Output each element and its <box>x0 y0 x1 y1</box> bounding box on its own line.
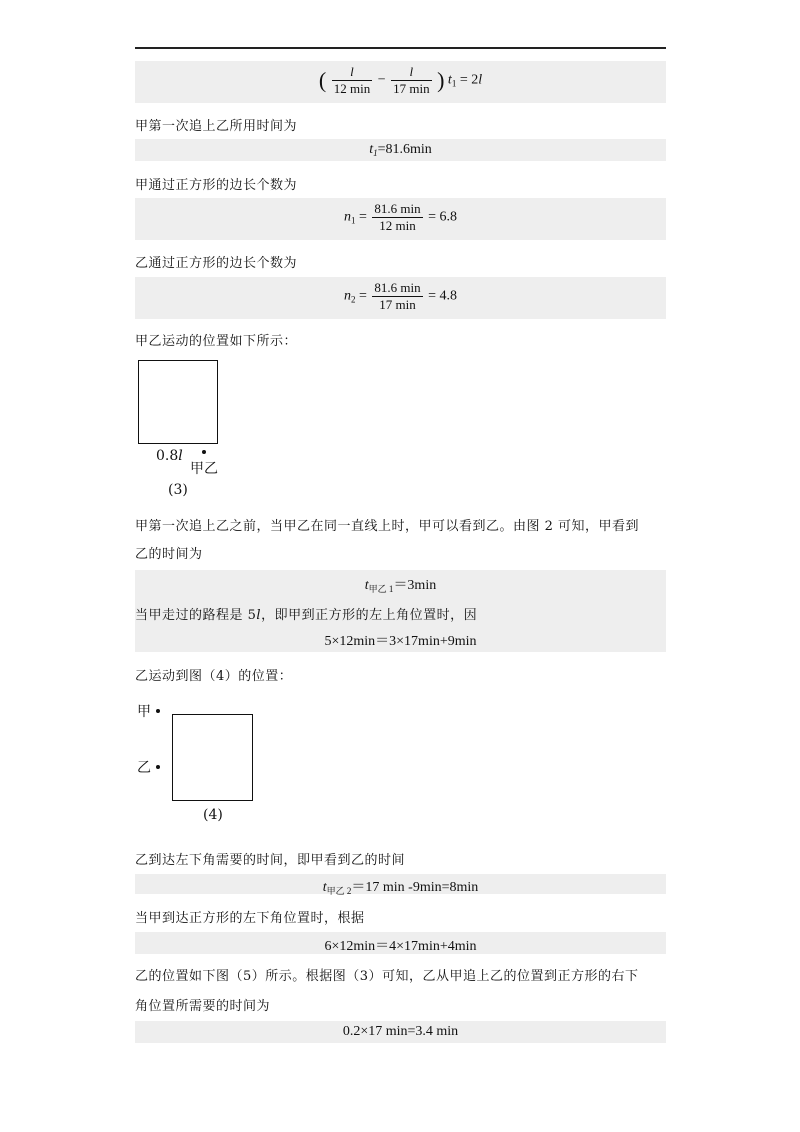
text-line-10: 当甲到达正方形的左下角位置时，根据 <box>135 911 365 926</box>
figure-3-square <box>138 360 218 444</box>
figure-4-label-yi: 乙 <box>137 760 151 776</box>
figure-4-label-jia: 甲 <box>137 704 151 720</box>
text-line-11: 乙的位置如下图（5）所示。根据图（3）可知，乙从甲追上乙的位置到正方形的右下 <box>135 969 639 984</box>
fraction-81.6-over-12: $\frac{81.6 \min}{12 \min}$ <box>374 201 421 233</box>
text-line-1: 甲第一次追上乙所用时间为 <box>135 119 298 134</box>
equation-3: $n_1$ = $\frac{81.6 \min}{12 \min}$ = 6.8 <box>343 201 458 233</box>
equation-6: 5×12min＝3×17min+9min <box>324 634 477 649</box>
figure-4-square <box>172 714 253 801</box>
equation-box-9 <box>135 1021 666 1043</box>
fraction-l-over-12min: $\frac{l}{12 \min}$ <box>333 64 371 96</box>
text-line-8: 乙运动到图（4）的位置： <box>135 669 293 684</box>
header-rule <box>135 47 666 49</box>
text-line-4: 甲乙运动的位置如下所示： <box>135 334 298 349</box>
equation-9: 0.2×17 min=3.4 min <box>342 1024 459 1039</box>
text-line-6: 乙的时间为 <box>135 547 203 562</box>
equation-box-3 <box>135 198 666 240</box>
equation-7: $t_{甲乙 2}=17$ min -9min=8min <box>322 880 479 896</box>
equation-2: $t_1=81.6\min$ <box>369 142 432 158</box>
equation-box-7 <box>135 874 666 894</box>
text-line-7: 当甲走过的路程是 5l，即甲到正方形的左上角位置时，因 <box>135 608 478 623</box>
equation-5: $t_{甲乙 1}=3\min$ <box>364 578 437 594</box>
figure-4-yi-dot <box>156 765 160 769</box>
equation-box-8 <box>135 932 666 954</box>
figure-3-caption: (3) <box>168 482 188 498</box>
figure-4-jia-dot <box>156 709 160 713</box>
figure-3-label-distance: 0.8l <box>156 448 183 464</box>
equation-box-1 <box>135 61 666 103</box>
text-line-12: 角位置所需要的时间为 <box>135 999 271 1014</box>
equation-4: $n_2$ = $\frac{81.6 \min}{17 \min}$ = 4.8 <box>343 280 458 312</box>
text-line-9: 乙到达左下角需要的时间，即甲看到乙的时间 <box>135 853 406 868</box>
figure-3-position-dot <box>202 450 206 454</box>
text-line-5: 甲第一次追上乙之前，当甲乙在同一直线上时，甲可以看到乙。由图 2 可知，甲看到 <box>135 519 640 534</box>
fraction-l-over-17min: $\frac{l}{17 \min}$ <box>393 64 430 96</box>
equation-1: ( $\frac{l}{12 \min}$ − $\frac{l}{17 \min}$ ) $t_1 = 2l$ <box>318 64 483 96</box>
text-line-2: 甲通过正方形的边长个数为 <box>135 178 298 193</box>
figure-3-label-position: 甲乙 <box>190 461 218 477</box>
equation-box-4 <box>135 277 666 319</box>
fraction-81.6-over-17: $\frac{81.6 \min}{17 \min}$ <box>374 280 421 312</box>
equation-8: 6×12min＝4×17min+4min <box>324 939 477 954</box>
figure-4-caption: (4) <box>203 807 223 823</box>
equation-box-2 <box>135 139 666 161</box>
text-line-3: 乙通过正方形的边长个数为 <box>135 256 298 271</box>
